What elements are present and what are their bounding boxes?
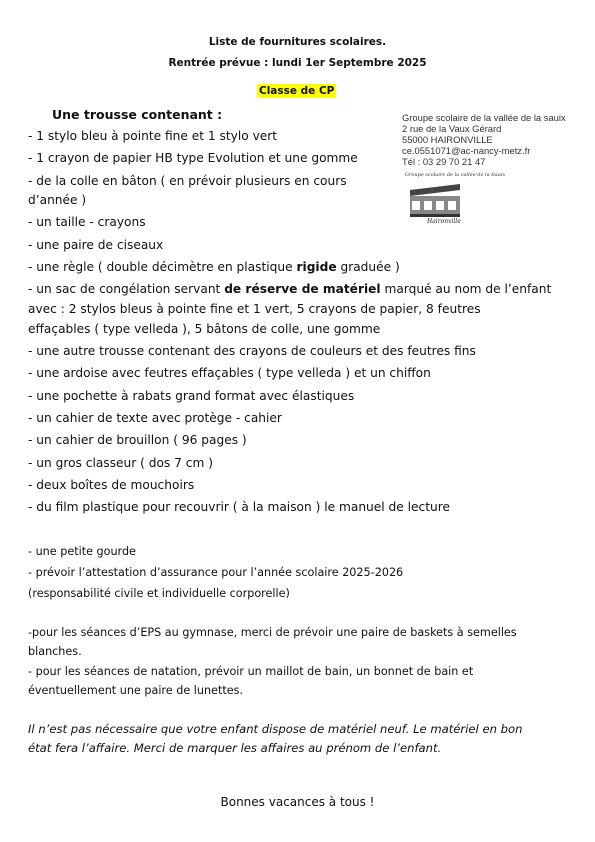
sac-line-3: effaçables ( type velleda ), 5 bâtons de colle, une gomme	[28, 322, 381, 336]
list-item: - une autre trousse contenant des crayons de couleurs et des feutres fins	[28, 344, 476, 358]
school-email: ce.0551071@ac-nancy-metz.fr	[402, 145, 531, 156]
school-logo-town: Haironville	[427, 218, 461, 225]
document-title: Liste de fournitures scolaires.	[208, 36, 387, 48]
school-name: Groupe scolaire de la vallée de la sauix	[402, 112, 566, 123]
rentree-date: Rentrée prévue : lundi 1er Septembre 2025	[168, 57, 427, 69]
note-line: Il n’est pas nécessaire que votre enfant dispose de matériel neuf. Le matériel en bon	[28, 722, 523, 736]
extra-item: - une petite gourde	[28, 545, 136, 558]
list-item: - du film plastique pour recouvrir ( à la maison ) le manuel de lecture	[28, 500, 450, 514]
classe-badge: Classe de CP	[259, 85, 335, 97]
extra-item: (responsabilité civile et individuelle corporelle)	[28, 587, 290, 600]
list-item: - 1 stylo bleu à pointe fine et 1 stylo vert	[28, 129, 278, 143]
sac-line-2: avec : 2 stylos bleus à pointe fine et 1 vert, 5 crayons de papier, 8 feutres	[28, 302, 481, 316]
list-item: - 1 crayon de papier HB type Evolution et une gomme	[28, 151, 358, 165]
trousse-heading: Une trousse contenant :	[52, 107, 223, 122]
sac-text-end: marqué au nom de l’enfant	[380, 282, 552, 296]
natation-line: - pour les séances de natation, prévoir un maillot de bain, un bonnet de bain et	[28, 665, 474, 678]
school-phone: Tél : 03 29 70 21 47	[402, 156, 486, 167]
school-logo-caption: Groupe scolaire de la vallée de la Saulx	[405, 172, 506, 178]
school-city: 55000 HAIRONVILLE	[402, 134, 493, 145]
sac-text: - un sac de congélation servant	[28, 282, 225, 296]
list-item: - un cahier de brouillon ( 96 pages )	[28, 433, 247, 447]
eps-line: -pour les séances d’EPS au gymnase, merci de prévoir une paire de baskets à semelles	[28, 626, 517, 639]
list-item: - une ardoise avec feutres effaçables ( type velleda ) et un chiffon	[28, 366, 431, 380]
natation-line: éventuellement une paire de lunettes.	[28, 684, 243, 697]
regle-text-end: graduée )	[336, 260, 400, 274]
list-item: - une pochette à rabats grand format avec élastiques	[28, 389, 355, 403]
school-address: 2 rue de la Vaux Gérard	[402, 123, 502, 134]
note-line: état fera l’affaire. Merci de marquer les affaires au prénom de l’enfant.	[28, 741, 442, 755]
regle-bold: rigide	[296, 260, 337, 274]
list-item: - un taille - crayons	[28, 215, 146, 229]
list-item: d’année )	[28, 193, 87, 207]
regle-text: - une règle ( double décimètre en plastique	[28, 260, 297, 274]
list-item: - deux boîtes de mouchoirs	[28, 478, 195, 492]
list-item-regle	[28, 260, 400, 274]
list-item-sac	[28, 282, 551, 296]
eps-line: blanches.	[28, 645, 82, 658]
list-item: - un cahier de texte avec protège - cahier	[28, 411, 282, 425]
school-logo	[400, 170, 525, 230]
list-item: - de la colle en bâton ( en prévoir plusieurs en cours	[28, 174, 347, 188]
sac-bold: de réserve de matériel	[224, 282, 381, 296]
list-item: - un gros classeur ( dos 7 cm )	[28, 456, 213, 470]
school-building-icon	[400, 170, 525, 230]
extra-item: - prévoir l’attestation d’assurance pour l’année scolaire 2025-2026	[28, 566, 404, 579]
list-item: - une paire de ciseaux	[28, 238, 164, 252]
closing-message: Bonnes vacances à tous !	[220, 795, 375, 809]
